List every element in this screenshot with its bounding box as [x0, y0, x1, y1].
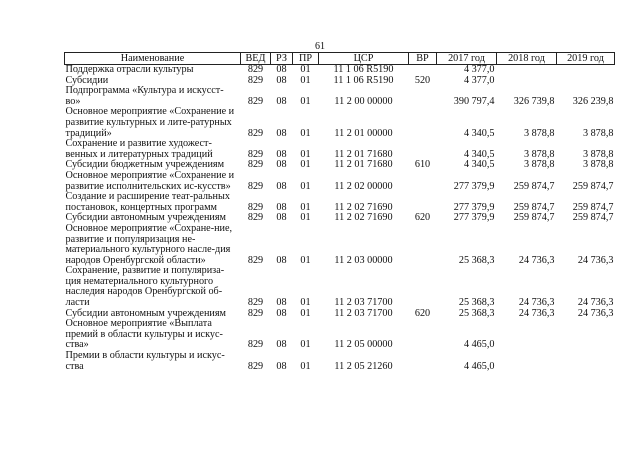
cell-name: Премии в области культуры и искус-ства — [65, 350, 225, 372]
cell-vr — [409, 224, 437, 266]
table-row — [65, 65, 615, 76]
cell-rz: 08 — [276, 339, 287, 351]
page-number: 61 — [315, 41, 325, 52]
cell-vr: 620 — [414, 307, 431, 319]
cell-csr: 11 2 02 00000 — [334, 180, 393, 192]
cell-pr: 01 — [300, 212, 311, 224]
cell-2018: 24 736,3 — [518, 254, 555, 266]
cell-2019: 24 736,3 — [577, 297, 614, 309]
cell-csr: 11 2 01 71680 — [334, 159, 393, 171]
cell-csr: 11 1 06 R5190 — [333, 74, 394, 86]
cell-2018 — [497, 351, 557, 372]
cell-csr: 11 2 05 21260 — [334, 360, 393, 372]
cell-2018: 259 874,7 — [513, 212, 555, 224]
cell-vr: 620 — [414, 212, 431, 224]
cell-2018: 3 878,8 — [523, 148, 555, 160]
cell-pr: 01 — [300, 64, 311, 75]
cell-pr: 01 — [300, 127, 311, 139]
cell-rz: 08 — [276, 64, 287, 75]
cell-ved: 829 — [247, 201, 264, 213]
cell-2019: 3 878,8 — [582, 148, 614, 160]
cell-2019: 326 239,8 — [572, 95, 614, 107]
cell-ved: 829 — [247, 339, 264, 351]
cell-csr: 11 2 05 00000 — [334, 339, 393, 351]
header-vr: ВР — [409, 53, 437, 65]
cell-rz: 08 — [276, 95, 287, 107]
cell-2019 — [557, 76, 615, 87]
cell-ved: 829 — [247, 254, 264, 266]
cell-vr: 610 — [414, 159, 431, 171]
table-row — [65, 107, 615, 139]
cell-name: Субсидии автономным учреждениям — [65, 212, 226, 224]
cell-rz: 08 — [276, 159, 287, 171]
cell-2017: 4 340,5 — [463, 127, 495, 139]
cell-2018: 3 878,8 — [523, 159, 555, 171]
header-csr: ЦСР — [319, 53, 409, 65]
cell-vr — [409, 107, 437, 139]
table-row — [65, 86, 615, 107]
cell-name: Субсидии — [65, 74, 109, 86]
cell-2019: 259 874,7 — [572, 212, 614, 224]
cell-pr: 01 — [300, 339, 311, 351]
table-row — [65, 192, 615, 213]
cell-2017: 4 377,0 — [463, 64, 495, 75]
cell-ved: 829 — [247, 360, 264, 372]
cell-vr — [409, 351, 437, 372]
cell-2017: 4 377,0 — [463, 74, 495, 86]
cell-csr: 11 2 00 00000 — [334, 95, 393, 107]
cell-2017: 4 340,5 — [463, 159, 495, 171]
cell-pr: 01 — [300, 201, 311, 213]
cell-2019: 3 878,8 — [582, 127, 614, 139]
cell-csr: 11 2 02 71690 — [334, 201, 393, 213]
cell-2018: 326 739,8 — [513, 95, 555, 107]
cell-pr: 01 — [300, 159, 311, 171]
cell-ved: 829 — [247, 180, 264, 192]
cell-ved: 829 — [247, 74, 264, 86]
cell-pr: 01 — [300, 180, 311, 192]
cell-vr — [409, 171, 437, 192]
cell-pr: 01 — [300, 254, 311, 266]
cell-rz: 08 — [276, 297, 287, 309]
header-pr: ПР — [293, 53, 319, 65]
cell-2017: 25 368,3 — [458, 297, 495, 309]
cell-2019 — [557, 351, 615, 372]
cell-2019: 259 874,7 — [572, 180, 614, 192]
cell-2018: 3 878,8 — [523, 127, 555, 139]
cell-pr: 01 — [300, 360, 311, 372]
header-2019: 2019 год — [557, 53, 615, 65]
cell-rz: 08 — [276, 148, 287, 160]
cell-2019 — [557, 65, 615, 76]
header-2017: 2017 год — [437, 53, 497, 65]
cell-name: Основное мероприятие «Сохранение и развитие культурных и лите-ратурных традиций» — [65, 106, 235, 139]
cell-ved: 829 — [247, 127, 264, 139]
cell-pr: 01 — [300, 297, 311, 309]
cell-vr: 520 — [414, 74, 431, 86]
cell-csr: 11 2 01 00000 — [334, 127, 393, 139]
cell-pr: 01 — [300, 148, 311, 160]
table-row — [65, 266, 615, 308]
cell-2018: 24 736,3 — [518, 297, 555, 309]
cell-2018 — [497, 76, 557, 87]
cell-rz: 08 — [276, 360, 287, 372]
cell-vr — [409, 65, 437, 76]
cell-2019: 24 736,3 — [577, 307, 614, 319]
cell-rz: 08 — [276, 307, 287, 319]
cell-2018: 24 736,3 — [518, 307, 555, 319]
cell-2017: 390 797,4 — [453, 95, 495, 107]
header-name: Наименование — [65, 53, 241, 65]
cell-2017: 25 368,3 — [458, 307, 495, 319]
cell-ved: 829 — [247, 212, 264, 224]
cell-csr: 11 2 03 71700 — [334, 307, 393, 319]
table-row — [65, 351, 615, 372]
cell-csr: 11 2 02 71690 — [334, 212, 393, 224]
cell-2019: 3 878,8 — [582, 159, 614, 171]
cell-2019 — [557, 319, 615, 351]
cell-csr: 11 2 03 00000 — [334, 254, 393, 266]
cell-name: Поддержка отрасли культуры — [65, 64, 194, 75]
table-row — [65, 319, 615, 351]
cell-csr: 11 2 03 71700 — [334, 297, 393, 309]
cell-name: Основное мероприятие «Сохранение и развитие исполнительских ис-кусств» — [65, 169, 235, 192]
cell-2017: 4 465,0 — [463, 360, 495, 372]
cell-csr: 11 2 01 71680 — [334, 148, 393, 160]
header-ved: ВЕД — [241, 53, 271, 65]
cell-name: Субсидии автономным учреждениям — [65, 307, 226, 319]
table-row — [65, 224, 615, 266]
cell-2017: 277 379,9 — [453, 201, 495, 213]
cell-ved: 829 — [247, 159, 264, 171]
cell-vr — [409, 192, 437, 213]
cell-ved: 829 — [247, 95, 264, 107]
cell-2017: 25 368,3 — [458, 254, 495, 266]
cell-2018: 259 874,7 — [513, 201, 555, 213]
table-row — [65, 171, 615, 192]
cell-rz: 08 — [276, 127, 287, 139]
cell-name: Создание и расширение теат-ральных постановок, концертных программ — [65, 191, 230, 213]
table-header-row — [65, 53, 615, 65]
cell-2017: 4 340,5 — [463, 148, 495, 160]
cell-name: Субсидии бюджетным учреждениям — [65, 159, 225, 171]
table-row — [65, 139, 615, 160]
cell-ved: 829 — [247, 307, 264, 319]
cell-name: Сохранение и развитие художест-венных и литературных традиций — [65, 138, 213, 160]
cell-vr — [409, 266, 437, 308]
cell-2018: 259 874,7 — [513, 180, 555, 192]
cell-name: Сохранение, развитие и популяриза-ция нематериального культурного наследия народов Оренбургской об-ласти — [65, 265, 225, 309]
cell-ved: 829 — [247, 148, 264, 160]
cell-2018 — [497, 65, 557, 76]
cell-vr — [409, 86, 437, 107]
cell-ved: 829 — [247, 64, 264, 75]
cell-2019: 259 874,7 — [572, 201, 614, 213]
cell-vr — [409, 319, 437, 351]
header-rz: РЗ — [271, 53, 293, 65]
cell-vr — [409, 139, 437, 160]
cell-2019: 24 736,3 — [577, 254, 614, 266]
cell-pr: 01 — [300, 74, 311, 86]
cell-ved: 829 — [247, 297, 264, 309]
cell-name: Подпрограмма «Культура и искусст-во» — [65, 85, 224, 107]
cell-rz: 08 — [276, 180, 287, 192]
cell-rz: 08 — [276, 212, 287, 224]
cell-name: Основное мероприятие «Выплата премий в области культуры и искус-ства» — [65, 318, 223, 351]
cell-pr: 01 — [300, 95, 311, 107]
cell-pr: 01 — [300, 307, 311, 319]
cell-rz: 08 — [276, 74, 287, 86]
budget-table — [64, 52, 615, 372]
cell-2017: 277 379,9 — [453, 212, 495, 224]
cell-2017: 277 379,9 — [453, 180, 495, 192]
header-2018: 2018 год — [497, 53, 557, 65]
cell-rz: 08 — [276, 201, 287, 213]
cell-2018 — [497, 319, 557, 351]
cell-rz: 08 — [276, 254, 287, 266]
cell-name: Основное мероприятие «Сохране-ние, развитие и популяризация не-материального культурного насле-дия народов Оренбургской области» — [65, 222, 233, 266]
cell-csr: 11 1 06 R5190 — [333, 64, 394, 75]
cell-2017: 4 465,0 — [463, 339, 495, 351]
